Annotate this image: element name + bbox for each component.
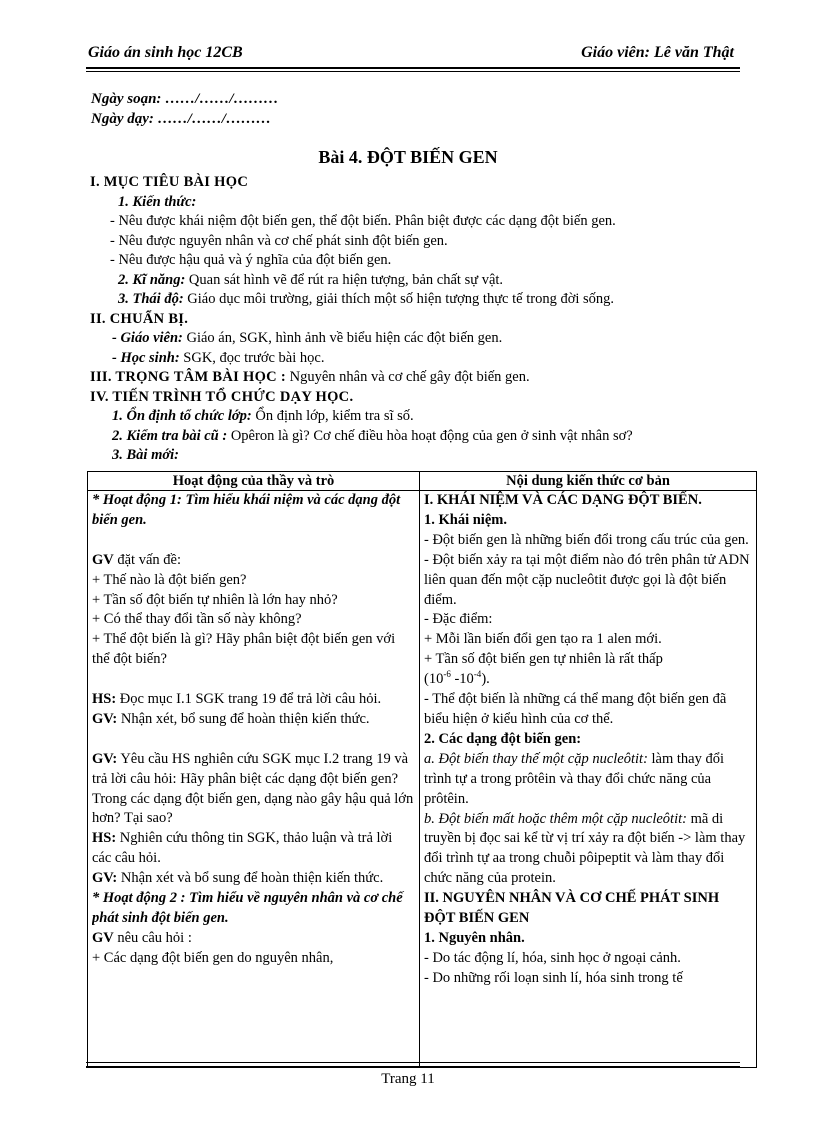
gv-step xyxy=(92,869,415,889)
prep-date: Ngày soạn: ……/……/……… xyxy=(91,91,279,107)
table-head-activities: Hoạt động của thầy và trò xyxy=(88,472,420,491)
gv-label: GV: xyxy=(92,710,118,727)
table-head-content: Nội dung kiến thức cơ bản xyxy=(420,472,757,491)
header-rule xyxy=(86,67,740,69)
header-subject: Giáo án sinh học 12CB xyxy=(88,44,243,61)
content-item: + Mỗi lần biến đổi gen tạo ra 1 alen mới. xyxy=(424,631,662,648)
step-2 xyxy=(90,427,780,447)
skill-line xyxy=(90,271,780,291)
hs-label: HS: xyxy=(92,830,117,847)
content-item: - Đột biến xảy ra tại một điểm nào đó trên phân tử ADN liên quan đến một cặp nucleôtit được gọi là đột biến điểm. xyxy=(424,551,750,608)
attitude-text: Giáo dục môi trường, giải thích một số hiện tượng thực tế trong đời sống. xyxy=(183,291,615,307)
activities-cell xyxy=(88,491,420,1068)
gv-text: Nhận xét, bổ sung để hoàn thiện kiến thức. xyxy=(117,710,370,727)
question: + Thể đột biến là gì? Hãy phân biệt đột biến gen với thể đột biến? xyxy=(92,631,396,668)
gv-label: GV xyxy=(92,551,114,568)
skill-label: 2. Kĩ năng: xyxy=(118,271,186,288)
content-cell xyxy=(420,491,757,1068)
lesson-body xyxy=(90,173,780,466)
hs-label: HS: xyxy=(92,691,117,708)
gv-text: nêu câu hỏi : xyxy=(113,929,192,946)
table-header-row xyxy=(88,472,757,491)
knowledge-item: - Nêu được nguyên nhân và cơ chế phát sinh đột biến gen. xyxy=(110,232,448,249)
content-item: - Thể đột biến là những cá thể mang đột biến gen đã biểu hiện ở kiểu hình của cơ thể. xyxy=(424,691,727,727)
mutation-type-b xyxy=(424,810,752,890)
freq-exp-1: -6 xyxy=(443,669,451,680)
content-subheading: 2. Các dạng đột biến gen: xyxy=(424,730,582,747)
table-row xyxy=(88,491,757,1068)
step-1-label: 1. Ổn định tổ chức lớp: xyxy=(112,408,252,424)
gv-step xyxy=(92,710,415,730)
teacher-prep-text: Giáo án, SGK, hình ảnh về biểu hiện các đột biến gen. xyxy=(182,330,503,346)
student-prep-label: - Học sinh: xyxy=(112,349,180,366)
section-preparation: II. CHUẨN BỊ. xyxy=(90,310,189,327)
gv-step xyxy=(92,929,415,949)
frequency-range xyxy=(424,670,752,690)
lesson-title: Bài 4. ĐỘT BIẾN GEN xyxy=(318,147,498,167)
section-objectives: I. MỤC TIÊU BÀI HỌC xyxy=(90,174,249,190)
content-item: - Đặc điểm: xyxy=(424,611,493,628)
knowledge-heading: 1. Kiến thức: xyxy=(118,193,197,210)
gv-label: GV: xyxy=(92,870,118,887)
gv-text: Nhận xét và bổ sung để hoàn thiện kiến thức. xyxy=(117,870,384,887)
question: + Có thể thay đổi tần số này không? xyxy=(92,611,302,628)
knowledge-item: - Nêu được hậu quả và ý nghĩa của đột biến gen. xyxy=(110,252,392,268)
activity-1-title: * Hoạt động 1: Tìm hiểu khái niệm và các dạng đột biến gen. xyxy=(92,492,401,528)
teach-date: Ngày dạy: ……/……/……… xyxy=(91,111,271,127)
step-2-label: 2. Kiểm tra bài cũ : xyxy=(112,427,228,444)
knowledge-item: - Nêu được khái niệm đột biến gen, thể đột biến. Phân biệt được các dạng đột biến gen. xyxy=(110,213,616,229)
page-header xyxy=(88,44,736,66)
lesson-table xyxy=(87,471,757,1068)
attitude-label: 3. Thái độ: xyxy=(118,291,184,307)
freq-close: ). xyxy=(481,671,490,688)
mutation-type-a xyxy=(424,750,752,810)
step-1-text: Ổn định lớp, kiểm tra sĩ số. xyxy=(251,408,414,424)
gv-label: GV xyxy=(92,929,114,946)
gv-text: Yêu cầu HS nghiên cứu SGK mục I.2 trang 19 và trả lời câu hỏi: Hãy phân biệt các dạng đột biến gen? Trong các dạng đột biến gen, dạng nào gây hậu quả lớn hơn? Tại sao? xyxy=(92,750,414,827)
content-item: - Do tác động lí, hóa, sinh học ở ngoại cảnh. xyxy=(424,949,681,966)
student-prep-text: SGK, đọc trước bài học. xyxy=(179,349,325,366)
focus-text: Nguyên nhân và cơ chế gây đột biến gen. xyxy=(286,369,530,385)
hs-text: Nghiên cứu thông tin SGK, thảo luận và trả lời các câu hỏi. xyxy=(92,830,393,867)
question: + Thế nào là đột biến gen? xyxy=(92,571,247,588)
student-prep xyxy=(90,349,780,369)
skill-text: Quan sát hình vẽ để rút ra hiện tượng, bản chất sự vật. xyxy=(185,271,504,288)
hs-text: Đọc mục I.1 SGK trang 19 để trả lời câu hỏi. xyxy=(116,691,382,708)
content-item: + Tần số đột biến gen tự nhiên là rất thấp xyxy=(424,651,663,668)
freq-open: (10 xyxy=(424,671,444,688)
footer-rule-thin xyxy=(86,1062,740,1063)
footer-rule xyxy=(86,1066,740,1068)
hs-step xyxy=(92,690,415,710)
gv-intro xyxy=(92,551,415,571)
header-teacher: Giáo viên: Lê văn Thật xyxy=(581,44,734,61)
gv-step xyxy=(92,750,415,830)
teacher-prep-label: - Giáo viên: xyxy=(112,330,183,346)
type-a-text: làm thay đổi trình tự a trong prôtêin và thay đổi chức năng của prôtêin. xyxy=(424,750,725,807)
focus-label: III. TRỌNG TÂM BÀI HỌC : xyxy=(90,369,286,385)
step-2-text: Opêron là gì? Cơ chế điều hòa hoạt động của gen ở sinh vật nhân sơ? xyxy=(227,427,633,444)
content-subheading: 1. Khái niệm. xyxy=(424,511,507,528)
gv-intro-text: đặt vấn đề: xyxy=(113,551,181,568)
activity-2-title: * Hoạt động 2 : Tìm hiểu về nguyên nhân và cơ chế phát sinh đột biến gen. xyxy=(92,890,403,926)
step-1 xyxy=(90,407,780,427)
freq-exp-2: -4 xyxy=(473,669,482,680)
question: + Các dạng đột biến gen do nguyên nhân, xyxy=(92,949,334,966)
content-item: - Đột biến gen là những biến đổi trong cấu trúc của gen. xyxy=(424,531,749,548)
content-item: - Do những rối loạn sinh lí, hóa sinh trong tế xyxy=(424,969,683,986)
freq-mid: -10 xyxy=(450,671,474,688)
content-heading-1: I. KHÁI NIỆM VÀ CÁC DẠNG ĐỘT BIẾN. xyxy=(424,492,702,508)
content-heading-2: II. NGUYÊN NHÂN VÀ CƠ CHẾ PHÁT SINH ĐỘT BIẾN GEN xyxy=(424,890,720,927)
lesson-dates xyxy=(91,89,279,129)
type-b-label: b. Đột biến mất hoặc thêm một cặp nucleôtit: xyxy=(424,810,687,827)
section-focus xyxy=(90,368,780,388)
hs-step xyxy=(92,829,415,869)
type-a-label: a. Đột biến thay thế một cặp nucleôtit: xyxy=(424,750,648,767)
content-subheading: 1. Nguyên nhân. xyxy=(424,929,525,946)
type-b-text: mã di truyền bị đọc sai kể từ vị trí xảy ra đột biến -> làm thay đổi trình tự aa trong chuỗi pôipeptit và làm thay đổi chức năng của protein. xyxy=(424,810,746,887)
header-rule-thin xyxy=(86,71,740,72)
gv-label: GV: xyxy=(92,750,118,767)
page-number: Trang 11 xyxy=(381,1071,435,1087)
step-3-label: 3. Bài mới: xyxy=(112,447,179,463)
teacher-prep xyxy=(90,329,780,349)
question: + Tần số đột biến tự nhiên là lớn hay nhỏ? xyxy=(92,591,338,608)
section-procedure: IV. TIẾN TRÌNH TỔ CHỨC DẠY HỌC. xyxy=(90,388,354,405)
attitude-line xyxy=(90,290,780,310)
